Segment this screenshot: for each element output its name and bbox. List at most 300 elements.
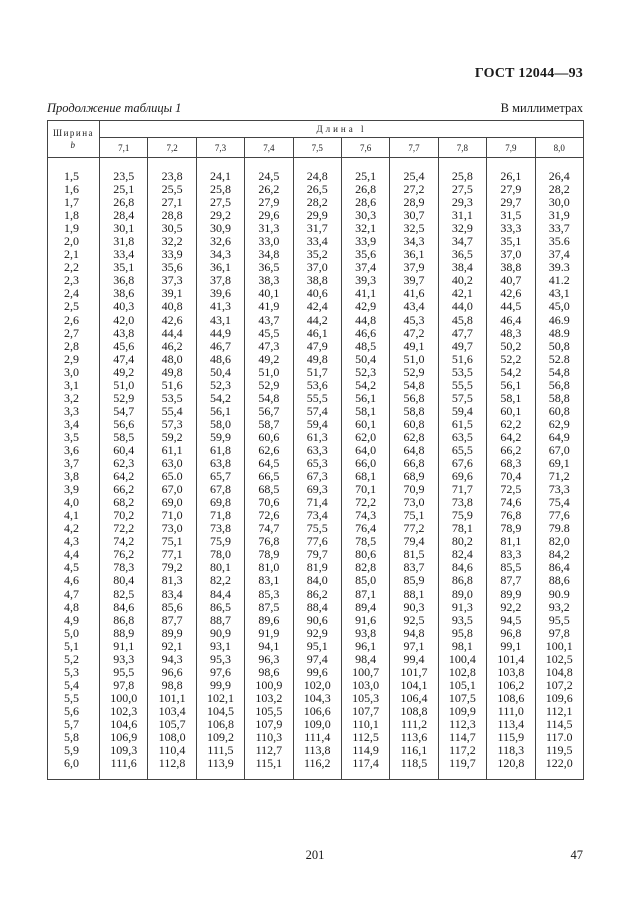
table-cell: 79,7 [293,548,341,561]
table-cell: 53,5 [148,392,196,405]
table-cell: 96,8 [487,627,535,640]
table-cell: 27,5 [196,196,244,209]
table-cell: 63,5 [438,431,486,444]
table-cell: 106,6 [293,705,341,718]
table-cell: 85,0 [341,574,389,587]
page-number: 201 [305,848,325,862]
table-cell: 106,4 [390,692,438,705]
table-cell: 52,3 [196,379,244,392]
table-cell: 40,2 [438,274,486,287]
table-cell: 43,1 [196,314,244,327]
table-cell: 76,2 [100,548,148,561]
table-cell: 81,3 [148,574,196,587]
table-cell: 60,8 [535,405,583,418]
table-cell: 41,6 [390,287,438,300]
table-cell: 38,8 [487,261,535,274]
width-value: 1,8 [48,209,100,222]
table-row [48,379,584,392]
table-cell: 113,6 [390,731,438,744]
table-cell: 103,2 [245,692,293,705]
table-cell: 115,9 [487,731,535,744]
table-cell: 53,6 [293,379,341,392]
table-cell: 74,2 [100,535,148,548]
table-row [48,614,584,627]
width-value: 6,0 [48,757,100,780]
table-cell: 93,2 [535,601,583,614]
table-cell: 40,6 [293,287,341,300]
table-cell: 44,0 [438,300,486,313]
table-cell: 51,0 [390,353,438,366]
table-cell: 92,5 [390,614,438,627]
table-cell: 114,5 [535,718,583,731]
table-cell: 115,1 [245,757,293,780]
table-cell: 52,9 [390,366,438,379]
width-value: 4,4 [48,548,100,561]
table-cell: 90.9 [535,588,583,601]
table-cell: 98,1 [438,640,486,653]
table-cell: 112,7 [245,744,293,757]
table-cell: 69,3 [293,483,341,496]
table-cell: 58,5 [100,431,148,444]
table-cell: 100,4 [438,653,486,666]
table-cell: 64,0 [341,444,389,457]
table-cell: 84,6 [438,561,486,574]
table-cell: 25,8 [438,158,486,184]
table-cell: 26,4 [535,158,583,184]
table-cell: 59,4 [293,418,341,431]
table-cell: 44,2 [293,314,341,327]
table-cell: 85,5 [487,561,535,574]
table-cell: 36,5 [438,248,486,261]
table-cell: 37,4 [341,261,389,274]
table-cell: 60,8 [390,418,438,431]
table-cell: 72,2 [100,522,148,535]
table-cell: 39.3 [535,261,583,274]
table-cell: 67,0 [148,483,196,496]
table-cell: 60,4 [100,444,148,457]
table-cell: 109,2 [196,731,244,744]
table-cell: 24,8 [293,158,341,184]
table-cell: 78,5 [341,535,389,548]
table-cell: 33,7 [535,222,583,235]
table-cell: 77,1 [148,548,196,561]
column-header: 7,8 [438,138,486,158]
table-cell: 89,0 [438,588,486,601]
table-cell: 81,9 [293,561,341,574]
table-cell: 58,8 [390,405,438,418]
table-cell: 78,9 [487,522,535,535]
table-cell: 89,4 [341,601,389,614]
table-cell: 38,4 [438,261,486,274]
table-cell: 38,3 [245,274,293,287]
table-cell: 38,6 [100,287,148,300]
table-cell: 43,1 [535,287,583,300]
table-cell: 62,2 [487,418,535,431]
table-cell: 34,8 [245,248,293,261]
table-cell: 32,1 [341,222,389,235]
table-cell: 60,1 [487,405,535,418]
table-cell: 37,9 [390,261,438,274]
table-cell: 26,1 [487,158,535,184]
table-cell: 52,2 [487,353,535,366]
table-cell: 114,7 [438,731,486,744]
table-cell: 67,3 [293,470,341,483]
table-cell: 104,1 [390,679,438,692]
table-cell: 97,6 [196,666,244,679]
table-cell: 48,0 [148,353,196,366]
table-cell: 27,9 [487,183,535,196]
table-cell: 61,3 [293,431,341,444]
table-cell: 46.9 [535,314,583,327]
table-cell: 33,9 [148,248,196,261]
table-cell: 59,2 [148,431,196,444]
table-cell: 77,2 [390,522,438,535]
table-cell: 60,6 [245,431,293,444]
table-cell: 81,1 [487,535,535,548]
table-cell: 85,9 [390,574,438,587]
table-cell: 87,1 [341,588,389,601]
width-value: 2,2 [48,261,100,274]
table-cell: 90,3 [390,601,438,614]
table-cell: 103,0 [341,679,389,692]
table-row [48,418,584,431]
column-header: 7,2 [148,138,196,158]
table-cell: 28,6 [341,196,389,209]
table-cell: 44,5 [487,300,535,313]
table-cell: 67,0 [535,444,583,457]
table-cell: 64,9 [535,431,583,444]
table-cell: 33,4 [293,235,341,248]
table-cell: 63,8 [196,457,244,470]
table-cell: 99,4 [390,653,438,666]
table-cell: 39,3 [341,274,389,287]
table-cell: 26,8 [100,196,148,209]
table-cell: 118,3 [487,744,535,757]
table-cell: 33,4 [100,248,148,261]
column-header: 7,7 [390,138,438,158]
table-cell: 41,9 [245,300,293,313]
table-cell: 62,6 [245,444,293,457]
table-cell: 52,9 [245,379,293,392]
table-caption: Продолжение таблицы 1 [47,101,182,115]
table-cell: 68,2 [100,496,148,509]
table-cell: 109,0 [293,718,341,731]
table-cell: 87,7 [487,574,535,587]
table-cell: 65,5 [438,444,486,457]
table-cell: 48.9 [535,327,583,340]
table-cell: 83,1 [245,574,293,587]
table-cell: 83,3 [487,548,535,561]
table-cell: 93,8 [341,627,389,640]
table-cell: 36,1 [196,261,244,274]
table-cell: 88,4 [293,601,341,614]
table-cell: 103,8 [487,666,535,679]
table-cell: 105,7 [148,718,196,731]
table-cell: 37,0 [293,261,341,274]
table-cell: 106,2 [487,679,535,692]
table-cell: 69,8 [196,496,244,509]
table-cell: 79,2 [148,561,196,574]
table-cell: 34,7 [438,235,486,248]
table-cell: 95,3 [196,653,244,666]
table-cell: 26,8 [341,183,389,196]
table-cell: 56,1 [341,392,389,405]
table-cell: 28,2 [535,183,583,196]
table-row [48,692,584,705]
table-cell: 27,2 [390,183,438,196]
table-cell: 107,2 [535,679,583,692]
table-cell: 82,8 [341,561,389,574]
table-cell: 51,6 [148,379,196,392]
table-cell: 113,4 [487,718,535,731]
table-cell: 68,3 [487,457,535,470]
table-cell: 107,5 [438,692,486,705]
width-value: 3,7 [48,457,100,470]
table-cell: 66,2 [100,483,148,496]
width-value: 3,3 [48,405,100,418]
width-value: 4,5 [48,561,100,574]
width-value: 5,5 [48,692,100,705]
table-cell: 97,8 [535,627,583,640]
table-cell: 56,1 [487,379,535,392]
table-cell: 100,9 [245,679,293,692]
table-cell: 112,5 [341,731,389,744]
table-cell: 66,2 [487,444,535,457]
table-cell: 25,1 [100,183,148,196]
width-value: 3,5 [48,431,100,444]
table-cell: 94,3 [148,653,196,666]
width-value: 4,2 [48,522,100,535]
table-cell: 47,7 [438,327,486,340]
table-row [48,158,584,184]
table-cell: 62,9 [535,418,583,431]
width-header-label: Ширина [52,128,95,138]
table-cell: 46,2 [148,340,196,353]
table-cell: 57,4 [293,405,341,418]
width-value: 3,1 [48,379,100,392]
table-cell: 37,8 [196,274,244,287]
table-cell: 70,9 [390,483,438,496]
table-cell: 62,8 [390,431,438,444]
table-cell: 102,1 [196,692,244,705]
width-value: 5,0 [48,627,100,640]
table-cell: 101,7 [390,666,438,679]
width-value: 2,5 [48,300,100,313]
width-value: 2,8 [48,340,100,353]
table-cell: 49,1 [390,340,438,353]
table-cell: 74,7 [245,522,293,535]
table-cell: 79.8 [535,522,583,535]
table-cell: 52,9 [100,392,148,405]
table-cell: 117.0 [535,731,583,744]
table-cell: 40,7 [487,274,535,287]
table-cell: 47,9 [293,340,341,353]
table-cell: 33,0 [245,235,293,248]
table-cell: 122,0 [535,757,583,780]
width-value: 2,0 [48,235,100,248]
table-cell: 50,4 [196,366,244,379]
width-value: 2,7 [48,327,100,340]
table-cell: 54,2 [487,366,535,379]
table-cell: 73,0 [390,496,438,509]
table-row [48,705,584,718]
table-cell: 58,1 [341,405,389,418]
table-cell: 118,5 [390,757,438,780]
table-cell: 93,3 [100,653,148,666]
table-cell: 78,0 [196,548,244,561]
table-cell: 56,8 [390,392,438,405]
table-cell: 33,9 [341,235,389,248]
units-label: В миллиметрах [500,101,583,115]
table-cell: 102,3 [100,705,148,718]
table-cell: 72,5 [487,483,535,496]
table-cell: 29,7 [487,196,535,209]
table-cell: 67,6 [438,457,486,470]
column-header: 7,1 [100,138,148,158]
table-cell: 94,5 [487,614,535,627]
table-cell: 100,1 [535,640,583,653]
table-cell: 75,9 [196,535,244,548]
table-cell: 25,4 [390,158,438,184]
table-cell: 46,6 [341,327,389,340]
table-cell: 86,8 [100,614,148,627]
table-cell: 92,2 [487,601,535,614]
width-value: 3,2 [48,392,100,405]
table-cell: 119,7 [438,757,486,780]
table-cell: 31,7 [293,222,341,235]
table-cell: 40,1 [245,287,293,300]
table-cell: 98,6 [245,666,293,679]
table-cell: 117,2 [438,744,486,757]
table-cell: 67,8 [196,483,244,496]
width-column-header [48,121,100,158]
table-cell: 54,8 [535,366,583,379]
table-cell: 73,8 [438,496,486,509]
table-cell: 23,8 [148,158,196,184]
table-cell: 49,8 [293,353,341,366]
table-cell: 52.8 [535,353,583,366]
table-cell: 27,1 [148,196,196,209]
table-cell: 73,8 [196,522,244,535]
table-row [48,314,584,327]
table-cell: 42,4 [293,300,341,313]
table-cell: 41,3 [196,300,244,313]
table-cell: 112,1 [535,705,583,718]
table-cell: 28,9 [390,196,438,209]
table-cell: 70,4 [487,470,535,483]
table-cell: 49,2 [100,366,148,379]
width-value: 1,6 [48,183,100,196]
table-cell: 102,0 [293,679,341,692]
width-value: 2,9 [48,353,100,366]
table-cell: 108,8 [390,705,438,718]
table-cell: 32,5 [390,222,438,235]
table-row [48,574,584,587]
table-cell: 50,8 [535,340,583,353]
table-cell: 112,8 [148,757,196,780]
table-cell: 106,9 [100,731,148,744]
column-header: 8,0 [535,138,583,158]
width-value: 4,1 [48,509,100,522]
table-row [48,640,584,653]
table-cell: 75,9 [438,509,486,522]
table-cell: 28,4 [100,209,148,222]
width-value: 4,8 [48,601,100,614]
table-cell: 31,3 [245,222,293,235]
table-cell: 69,1 [535,457,583,470]
table-cell: 76,8 [487,509,535,522]
table-cell: 99,9 [196,679,244,692]
table-cell: 47,3 [245,340,293,353]
table-cell: 32,6 [196,235,244,248]
table-cell: 64,2 [487,431,535,444]
table-cell: 116,1 [390,744,438,757]
table-cell: 88,9 [100,627,148,640]
column-header: 7,3 [196,138,244,158]
table-cell: 42,1 [438,287,486,300]
table-cell: 95,8 [438,627,486,640]
table-cell: 109,9 [438,705,486,718]
table-cell: 61,8 [196,444,244,457]
table-cell: 91,1 [100,640,148,653]
table-cell: 108,6 [487,692,535,705]
table-cell: 48,5 [341,340,389,353]
table-cell: 88,7 [196,614,244,627]
table-cell: 117,4 [341,757,389,780]
table-cell: 73,3 [535,483,583,496]
table-cell: 40,3 [100,300,148,313]
table-cell: 64,2 [100,470,148,483]
table-cell: 72,6 [245,509,293,522]
table-row [48,340,584,353]
table-cell: 103,4 [148,705,196,718]
table-cell: 31,9 [535,209,583,222]
column-header: 7,5 [293,138,341,158]
table-cell: 44,8 [341,314,389,327]
table-cell: 54,2 [196,392,244,405]
table-cell: 41,1 [341,287,389,300]
width-value: 4,6 [48,574,100,587]
table-cell: 45,8 [438,314,486,327]
width-value: 3,9 [48,483,100,496]
table-cell: 31,1 [438,209,486,222]
table-cell: 80,4 [100,574,148,587]
table-cell: 119,5 [535,744,583,757]
table-cell: 94,8 [390,627,438,640]
table-cell: 36,5 [245,261,293,274]
table-cell: 66,8 [390,457,438,470]
table-cell: 75,1 [390,509,438,522]
table-cell: 25,5 [148,183,196,196]
table-cell: 32,2 [148,235,196,248]
table-cell: 35,6 [341,248,389,261]
table-cell: 36,8 [100,274,148,287]
table-cell: 66,0 [341,457,389,470]
table-cell: 91,3 [438,601,486,614]
table-row [48,392,584,405]
length-header: Длина l [100,121,584,138]
column-header: 7,4 [245,138,293,158]
table-cell: 93,5 [438,614,486,627]
table-cell: 105,5 [245,705,293,718]
table-cell: 95,5 [100,666,148,679]
table-cell: 50,2 [487,340,535,353]
table-cell: 82,4 [438,548,486,561]
table-cell: 48,6 [196,353,244,366]
table-cell: 76,4 [341,522,389,535]
table-cell: 101,1 [148,692,196,705]
table-cell: 28,8 [148,209,196,222]
